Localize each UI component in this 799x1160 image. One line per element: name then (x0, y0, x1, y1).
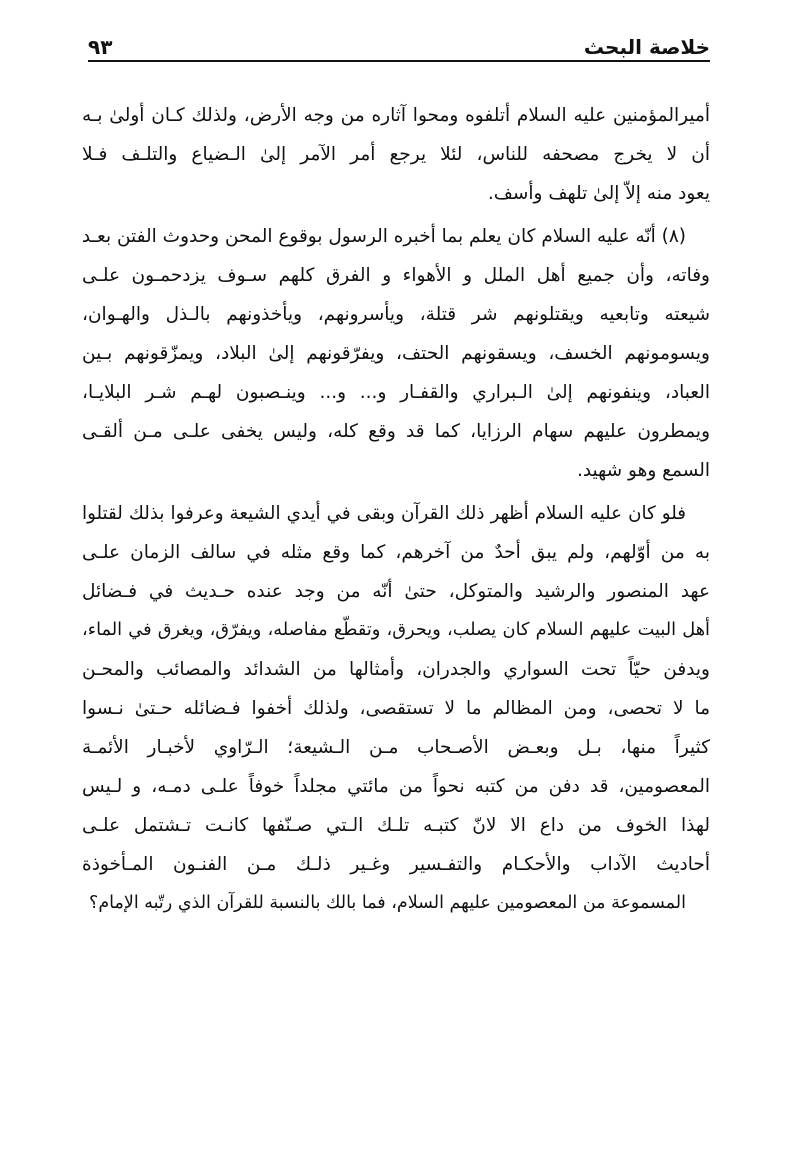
text-line: السمع وهو شهيد. (576, 460, 710, 481)
paragraph-1 (82, 96, 710, 213)
text-line: ما لا تحصى، ومن المظالم ما لا تستقصى، ولذلك أخفوا فـضائله حـتىٰ نـسوا (82, 698, 710, 719)
text-line: المسموعة من المعصومين عليهم السلام، فما بالك بالنسبة للقرآن الذي رتّبه الإمام؟ (89, 893, 686, 913)
text-line: به من أوّلهم، ولم يبق أحدٌ من آخرهم، كما وقع مثله في سالف الزمان علـى (82, 542, 710, 563)
text-line: شيعته وتابعيه ويقتلونهم شر قتلة، ويأسرونهم، ويأخذونهم بالـذل والهـوان، (82, 304, 710, 325)
text-line: لهذا الخوف من داع الا لانّ كتبـه تلـك الـتي صـنّفها كانـت تـشتمل علـى (82, 815, 710, 836)
text-line: أهل البيت عليهم السلام كان يصلب، ويحرق، وتقطّع مفاصله، ويفرّق، ويغرق في الماء، (82, 620, 710, 640)
text-line: ويمطرون عليهم سهام الرزايا، كما قد وقع كله، وليس يخفى علـى مـن ألقـى (82, 421, 710, 442)
text-line: ويسومونهم الخسف، ويسقونهم الحتف، ويفرّقونهم إلىٰ البلاد، ويمزّقونهم بـين (82, 343, 710, 364)
header-rule (88, 60, 710, 62)
text-line: المعصومين، قد دفن من كتبه نحواً من مائتي مجلداً خوفاً علـى دمـه، و لـيس (82, 776, 710, 797)
paragraph-3 (82, 494, 710, 923)
text-line: (٨) أنّه عليه السلام كان يعلم بما أخبره الرسول بوقوع المحن وحدوث الفتن بعـد (82, 226, 686, 247)
page-number: ٩٣ (88, 35, 113, 59)
text-line: فلو كان عليه السلام أظهر ذلك القرآن وبقى في أيدي الشيعة وعرفوا بذلك لقتلوا (82, 503, 686, 524)
text-line: أميرالمؤمنين عليه السلام أتلفوه ومحوا آثاره من وجه الأرض، ولذلك كـان أولىٰ بـه (82, 105, 710, 126)
running-head (88, 24, 710, 62)
text-line: العباد، وينفونهم إلىٰ الـبراري والقفـار و... و... وينـصبون لهـم شـر البلايـا، (82, 382, 710, 403)
text-line: ويدفن حيّاً تحت السواري والجدران، وأمثالها من الشدائد والمصائب والمحـن (82, 659, 710, 680)
paragraph-2 (82, 217, 710, 490)
text-line: أن لا يخرج مصحفه للناس، لئلا يرجع أمر الآمر إلىٰ الـضياع والتلـف فـلا (82, 144, 710, 165)
text-line: كثيراً منها، بـل وبعـض الأصـحاب مـن الـشيعة؛ الـرّاوي لأخبـار الأئمـة (82, 737, 710, 758)
text-line: وفاته، وأن جميع أهل الملل و الأهواء و الفرق كلهم سـوف يزدحمـون علـى (82, 265, 710, 286)
body-text (82, 96, 710, 927)
section-title: خلاصة البحث (583, 35, 710, 59)
text-line: عهد المنصور والرشيد والمتوكل، حتىٰ أنّه من وجد عنده حـديث في فـضائل (82, 581, 710, 602)
text-line: يعود منه إلاّ إلىٰ تلهف وأسف. (487, 183, 710, 204)
text-line: أحاديث الآداب والأحكـام والتفـسير وغـير ذلـك مـن الفنـون المـأخوذة (82, 854, 710, 875)
